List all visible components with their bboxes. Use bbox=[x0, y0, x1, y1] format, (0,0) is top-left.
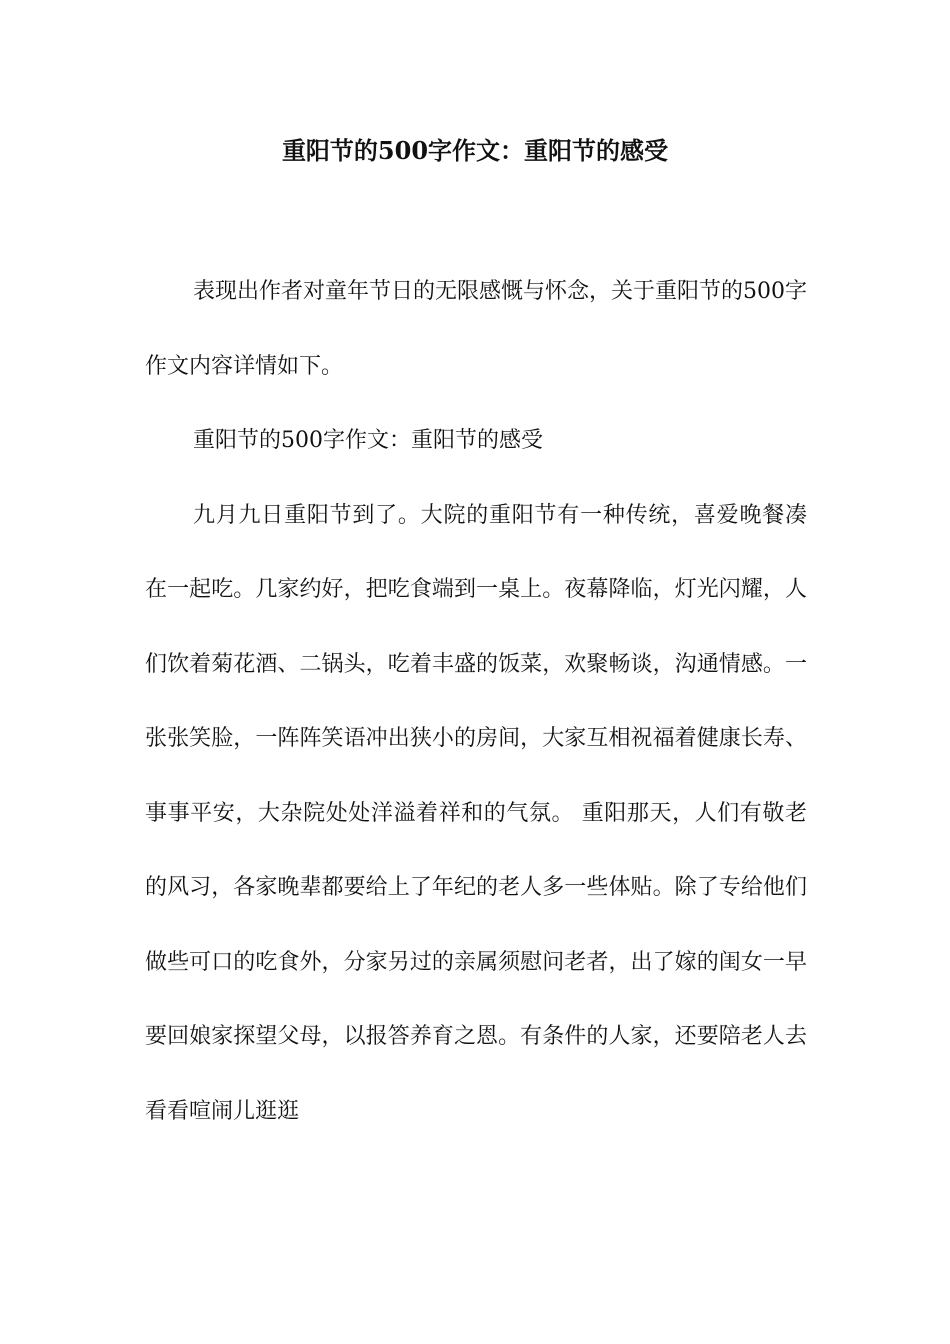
paragraph-subtitle: 重阳节的500字作文：重阳节的感受 bbox=[193, 428, 543, 453]
document-body bbox=[145, 255, 807, 1149]
document-title: 重阳节的500字作文：重阳节的感受 bbox=[281, 136, 669, 165]
paragraph-intro: 表现出作者对童年节日的无限感慨与怀念，关于重阳节的500字作文内容详情如下。 bbox=[145, 279, 807, 379]
paragraph-main: 九月九日重阳节到了。大院的重阳节有一种传统，喜爱晚餐凑在一起吃。几家约好，把吃食端到一桌上。夜幕降临，灯光闪耀，人们饮着菊花酒、二锅头，吃着丰盛的饭菜，欢聚畅谈，沟通情感。一张张笑脸，一阵阵笑语冲出狭小的房间，大家互相祝福着健康长寿、事事平安，大杂院处处洋溢着祥和的气氛。 重阳那天，人们有敬老的风习，各家晚辈都要给上了年纪的老人多一些体贴。除了专给他们做些可口的吃食外，分家另过的亲属须慰问老者，出了嫁的闺女一早要回娘家探望父母，以报答养育之恩。有条件的人家，还要陪老人去看看喧闹儿逛逛 bbox=[145, 502, 807, 1124]
